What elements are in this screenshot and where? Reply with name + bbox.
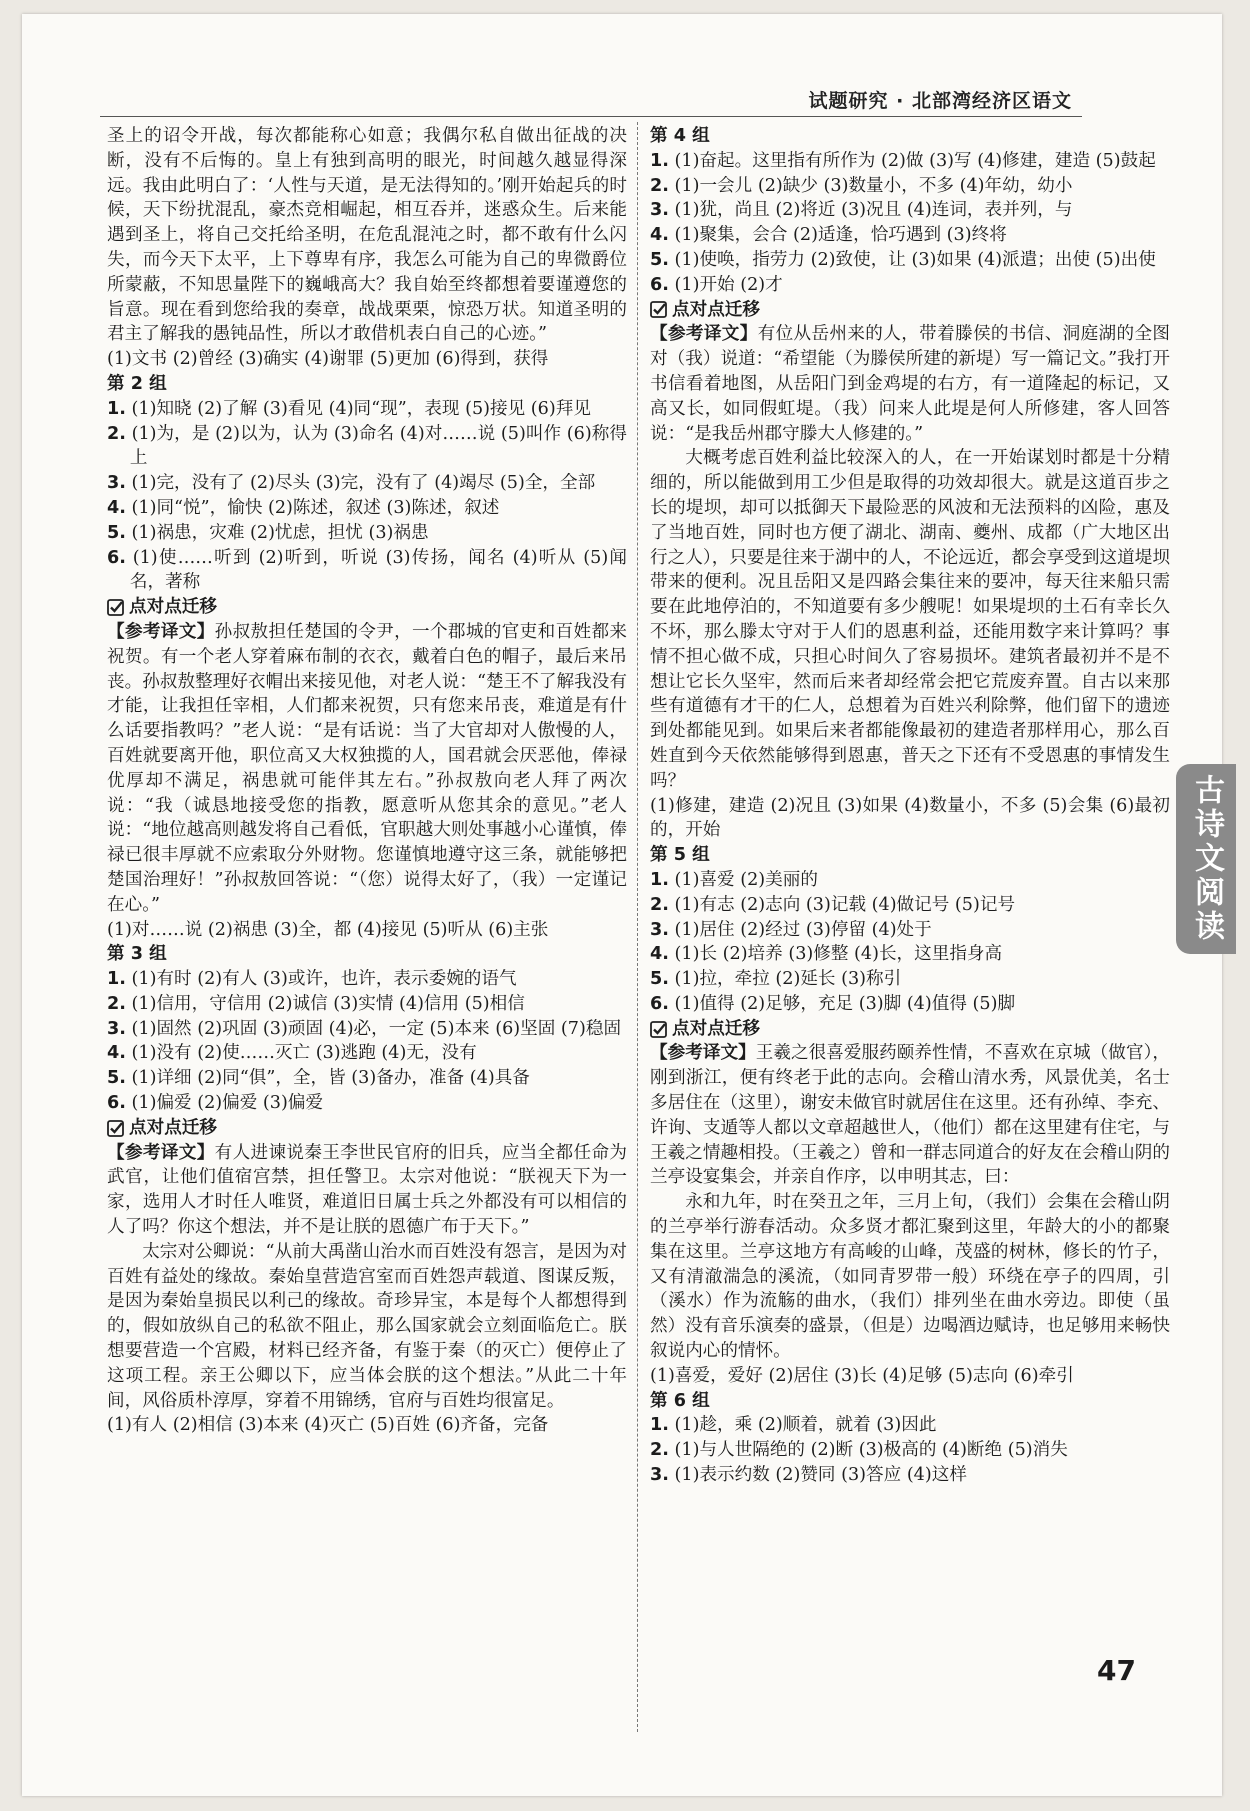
section-heading (650, 1017, 1170, 1042)
text-block: (1)修建，建造 (2)况且 (3)如果 (4)数量小，不多 (5)会集 (6)最初的，开始 (650, 795, 1170, 841)
answer-number: 1. (650, 1415, 669, 1436)
answer-text: (1)拉，牵拉 (2)延长 (3)称引 (668, 969, 902, 990)
reference-translation (650, 1041, 1170, 1190)
section-heading-text: 点对点迁移 (129, 597, 217, 618)
group-title: 第 2 组 (107, 373, 167, 394)
page-number: 47 (1097, 1654, 1136, 1687)
answer-number: 4. (650, 944, 669, 965)
answer-text: (1)一会儿 (2)缺少 (3)数量小，不多 (4)年幼，幼小 (668, 175, 1073, 196)
answer-item (650, 1463, 1170, 1488)
right-column (650, 124, 1170, 1488)
answer-text: (1)居住 (2)经过 (3)停留 (4)处于 (668, 919, 932, 940)
answer-text: (1)与人世隔绝的 (2)断 (3)极高的 (4)断绝 (5)消失 (668, 1440, 1068, 1461)
answer-number: 1. (650, 150, 669, 171)
text-block: 圣上的诏令开战，每次都能称心如意；我偶尔私自做出征战的决断，没有不后悔的。皇上有独到高明的眼光，时间越久越显得深远。我由此明白了：‘人性与天道，是无法得知的。’刚开始起兵的时候，天下纷扰混乱，豪杰竞相崛起，相互吞并，迷惑众生。后来能遇到圣上，将自己交托给圣明，在危乱混沌之时，都不敢有什么闪失，而今天下太平，上下尊卑有序，我怎么可能为自己的卑微爵位所蒙蔽，不知思量陛下的巍峨高大？我自始至终都想着要谨遵您的旨意。现在看到您给我的奏章，战战栗栗，惊恐万状。知道圣明的君主了解我的愚钝品性，所以才敢借机表白自己的心迹。” (107, 126, 627, 345)
text-block: (1)喜爱，爱好 (2)居住 (3)长 (4)足够 (5)志向 (6)牵引 (650, 1365, 1074, 1386)
text-block: (1)对……说 (2)祸患 (3)全，都 (4)接见 (5)听从 (6)主张 (107, 919, 549, 940)
answer-item (650, 942, 1170, 967)
answer-item (107, 1017, 627, 1042)
running-header: 试题研究 · 北部湾经济区语文 (808, 90, 1072, 112)
answer-text: (1)有时 (2)有人 (3)或许，也许，表示委婉的语气 (125, 969, 517, 990)
answer-item (650, 893, 1170, 918)
answer-text: (1)使……听到 (2)听到，听说 (3)传扬，闻名 (4)听从 (5)闻名，著称 (125, 547, 627, 593)
left-column (107, 124, 627, 1438)
answer-text: (1)信用，守信用 (2)诚信 (3)实情 (4)信用 (5)相信 (125, 993, 525, 1014)
answer-text: (1)偏爱 (2)偏爱 (3)偏爱 (125, 1093, 324, 1114)
header-rule (100, 116, 1082, 117)
answer-text: (1)趁，乘 (2)顺着，就着 (3)因此 (668, 1415, 937, 1436)
answer-text: (1)表示约数 (2)赞同 (3)答应 (4)这样 (668, 1465, 967, 1486)
section-heading (107, 595, 627, 620)
text-block: (1)有人 (2)相信 (3)本来 (4)灭亡 (5)百姓 (6)齐备，完备 (107, 1415, 549, 1436)
section-side-tab (1176, 764, 1236, 954)
answer-number: 2. (650, 894, 669, 915)
answer-number: 2. (650, 175, 669, 196)
answer-text: (1)同“悦”，愉快 (2)陈述，叙述 (3)陈述，叙述 (125, 497, 500, 518)
answer-item (107, 967, 627, 992)
reference-translation (107, 620, 627, 918)
group-title: 第 4 组 (650, 126, 710, 146)
translation-paragraph: 太宗对公卿说：“从前大禹凿山治水而百姓没有怨言，是因为对百姓有益处的缘故。秦始皇营造宫室而百姓怨声载道、图谋反叛，是因为秦始皇损民以利己的缘故。奇珍异宝，本是每个人都想得到的，假如放纵自己的私欲不阻止，那么国家就会立刻面临危亡。朕想要营造一个宫殿，材料已经齐备，有鉴于秦（的灭亡）便停止了这项工程。亲王公卿以下，应当体会朕的这个想法。”从此二十年间，风俗质朴淳厚，穿着不用锦绣，官府与百姓均很富足。 (107, 1241, 627, 1411)
group-title: 第 5 组 (650, 845, 710, 866)
answer-number: 3. (650, 919, 669, 940)
translation-label: 【参考译文】 (107, 1142, 215, 1163)
answer-item (107, 496, 627, 521)
group-title: 第 6 组 (650, 1390, 710, 1411)
answer-item (650, 174, 1170, 199)
translation-text: 有人进谏说秦王李世民官府的旧兵，应当全都任命为武官，让他们值宿宫禁，担任警卫。太宗对他说：“朕视天下为一家，选用人才时任人唯贤，难道旧日属士兵之外都没有可以相信的人了吗？你这个想法，并不是让朕的恩德广布于天下。” (107, 1142, 627, 1238)
answer-item (650, 149, 1170, 174)
answer-text: (1)有志 (2)志向 (3)记载 (4)做记号 (5)记号 (668, 894, 1016, 915)
translation-paragraph: 大概考虑百姓利益比较深入的人，在一开始谋划时都是十分精细的，所以能做到用工少但是取得的功效却很大。就是这道百步之长的堤坝，却可以抵御天下最险恶的风波和无法预料的凶险，惠及了当地百姓，同时也方便了湖北、湖南、夔州、成都（广大地区出行之人），只要是往来于湖中的人，不论远近，都会享受到这道堤坝带来的便利。况且岳阳又是四路会集往来的要冲，每天往来船只需要在此地停泊的，不知道要有多少艘呢！如果堤坝的土石有幸长久不坏，那么滕太守对于人们的恩惠利益，还能用数字来计算吗？事情不担心做不成，只担心时间久了容易损坏。建筑者最初并不是不想让它长久坚牢，然而后来者却经常会把它荒废弃置。自古以来那些有道德有才干的仁人，总想着为百姓兴利除弊，他们留下的遗迹到处都能见到。如果后来者都能像最初的建造者那样用心，那么百姓直到今天依然能够得到恩惠，普天之下还有不受恩惠的事情发生吗？ (650, 448, 1170, 791)
answer-number: 6. (650, 993, 669, 1014)
answer-number: 4. (650, 225, 669, 246)
answer-text: (1)值得 (2)足够，充足 (3)脚 (4)值得 (5)脚 (668, 993, 1016, 1014)
answer-text: (1)没有 (2)使……灭亡 (3)逃跑 (4)无，没有 (125, 1043, 477, 1064)
check-icon (650, 1021, 667, 1038)
answer-text: (1)详细 (2)同“俱”，全，皆 (3)备办，准备 (4)具备 (125, 1068, 530, 1089)
answer-text: (1)祸患，灾难 (2)忧虑，担忧 (3)祸患 (125, 522, 429, 543)
answer-item (650, 223, 1170, 248)
answer-number: 6. (107, 547, 126, 568)
answer-text: (1)长 (2)培养 (3)修整 (4)长，这里指身高 (668, 944, 1003, 965)
check-icon (107, 599, 124, 616)
translation-paragraph: 永和九年，时在癸丑之年，三月上旬，（我们）会集在会稽山阴的兰亭举行游春活动。众多贤才都汇聚到这里，年龄大的小的都聚集在这里。兰亭这地方有高峻的山峰，茂盛的树林，修长的竹子，又有清澈湍急的溪流，（如同青罗带一般）环绕在亭子的四周，引（溪水）作为流觞的曲水，（我们）排列坐在曲水旁边。即使（虽然）没有音乐演奏的盛景，（但是）边喝酒边赋诗，也足够用来畅快叙说内心的情怀。 (650, 1192, 1170, 1362)
answer-item (107, 521, 627, 546)
group-title: 第 3 组 (107, 944, 167, 965)
section-heading-text: 点对点迁移 (672, 299, 760, 320)
section-heading (107, 1116, 627, 1141)
check-icon (107, 1120, 124, 1137)
reference-translation (107, 1141, 627, 1240)
answer-item (650, 1438, 1170, 1463)
answer-text: (1)使唤，指劳力 (2)致使，让 (3)如果 (4)派遣；出使 (5)出使 (668, 249, 1156, 270)
page (22, 14, 1222, 1796)
section-heading (650, 298, 1170, 323)
answer-number: 6. (650, 274, 669, 295)
answer-item (650, 198, 1170, 223)
answer-item (107, 992, 627, 1017)
answer-text: (1)奋起。这里指有所作为 (2)做 (3)写 (4)修建，建造 (5)鼓起 (668, 150, 1156, 171)
answer-text: (1)固然 (2)巩固 (3)顽固 (4)必，一定 (5)本来 (6)坚固 (7)稳固 (125, 1018, 622, 1039)
answer-item (650, 992, 1170, 1017)
answer-number: 1. (107, 969, 126, 990)
answer-item (107, 1041, 627, 1066)
answer-number: 5. (650, 249, 669, 270)
answer-number: 3. (650, 1465, 669, 1486)
check-icon (650, 301, 667, 318)
answer-item (650, 248, 1170, 273)
answer-number: 2. (107, 993, 126, 1014)
text-block: (1)文书 (2)曾经 (3)确实 (4)谢罪 (5)更加 (6)得到，获得 (107, 349, 549, 370)
answer-number: 3. (107, 473, 126, 494)
answer-item (107, 422, 627, 472)
answer-text: (1)知晓 (2)了解 (3)看见 (4)同“现”，表现 (5)接见 (6)拜见 (125, 398, 591, 419)
section-heading-text: 点对点迁移 (672, 1018, 760, 1039)
translation-text: 王羲之很喜爱服药颐养性情，不喜欢在京城（做官），刚到浙江，便有终老于此的志向。会稽山清水秀，风景优美，名士多居住在（这里），谢安未做官时就居住在这里。还有孙绰、李充、许询、支遁等人都以文章超越世人，（他们）都在这里建有住宅，与王羲之情趣相投。（王羲之）曾和一群志同道合的好友在会稽山阴的兰亭设宴集会，并亲自作序，以申明其志，曰： (650, 1043, 1170, 1188)
section-heading-text: 点对点迁移 (129, 1117, 217, 1138)
answer-number: 2. (107, 423, 126, 444)
answer-number: 2. (650, 1440, 669, 1461)
answer-number: 4. (107, 497, 126, 518)
answer-item (107, 1066, 627, 1091)
answer-item (107, 546, 627, 596)
translation-text: 孙叔敖担任楚国的令尹，一个郡城的官吏和百姓都来祝贺。有一个老人穿着麻布制的衣衣，戴着白色的帽子，最后来吊丧。孙叔敖整理好衣帽出来接见他，对老人说：“楚王不了解我没有才能，让我担任宰相，人们都来祝贺，只有您来吊丧，难道是有什么话要指教吗？”老人说：“是有话说：当了大官却对人傲慢的人，百姓就要离开他，职位高又大权独揽的人，国君就会厌恶他，俸禄优厚却不满足，祸患就可能伴其左右。”孙叔敖向老人拜了两次说：“我（诚恳地接受您的指教，愿意听从您其余的意见。”老人说：“地位越高则越发将自己看低，官职越大则处事越小心谨慎，俸禄已很丰厚就不应索取分外财物。您谨慎地遵守这三条，就能够把楚国治理好！”孙叔敖回答说：“（您）说得太好了，（我）一定谨记在心。” (107, 621, 627, 915)
answer-number: 3. (107, 1018, 126, 1039)
answer-number: 6. (107, 1093, 126, 1114)
answer-text: (1)犹，尚且 (2)将近 (3)况且 (4)连词，表并列，与 (668, 200, 1073, 221)
answer-number: 5. (650, 969, 669, 990)
answer-text: (1)喜爱 (2)美丽的 (668, 869, 818, 890)
answer-item (650, 868, 1170, 893)
column-divider (637, 122, 638, 1732)
answer-number: 5. (107, 522, 126, 543)
answer-number: 4. (107, 1043, 126, 1064)
answer-text: (1)开始 (2)才 (668, 274, 783, 295)
answer-text: (1)完，没有了 (2)尽头 (3)完，没有了 (4)竭尽 (5)全，全部 (125, 473, 596, 494)
translation-label: 【参考译文】 (107, 621, 215, 642)
answer-item (650, 273, 1170, 298)
answer-number: 1. (650, 869, 669, 890)
translation-label: 【参考译文】 (650, 324, 758, 345)
answer-number: 5. (107, 1068, 126, 1089)
answer-text: (1)聚集，会合 (2)适逢，恰巧遇到 (3)终将 (668, 225, 1007, 246)
answer-item (650, 918, 1170, 943)
answer-item (107, 397, 627, 422)
answer-number: 1. (107, 398, 126, 419)
answer-item (107, 1091, 627, 1116)
reference-translation (650, 322, 1170, 446)
answer-number: 3. (650, 200, 669, 221)
translation-text: 有位从岳州来的人，带着滕侯的书信、洞庭湖的全图对（我）说道：“希望能（为滕侯所建的新堤）写一篇记文。”我打开书信看着地图，从岳阳门到金鸡堤的右方，有一道隆起的标记，又高又长，如同假虹堤。（我）问来人此堤是何人所修建，客人回答说：“是我岳州郡守滕大人修建的。” (650, 324, 1170, 444)
side-tab-label: 古诗文阅读 (1189, 774, 1224, 944)
answer-item (650, 967, 1170, 992)
answer-item (650, 1413, 1170, 1438)
answer-text: (1)为，是 (2)以为，认为 (3)命名 (4)对……说 (5)叫作 (6)称得上 (125, 423, 627, 469)
answer-item (107, 471, 627, 496)
translation-label: 【参考译文】 (650, 1043, 756, 1064)
